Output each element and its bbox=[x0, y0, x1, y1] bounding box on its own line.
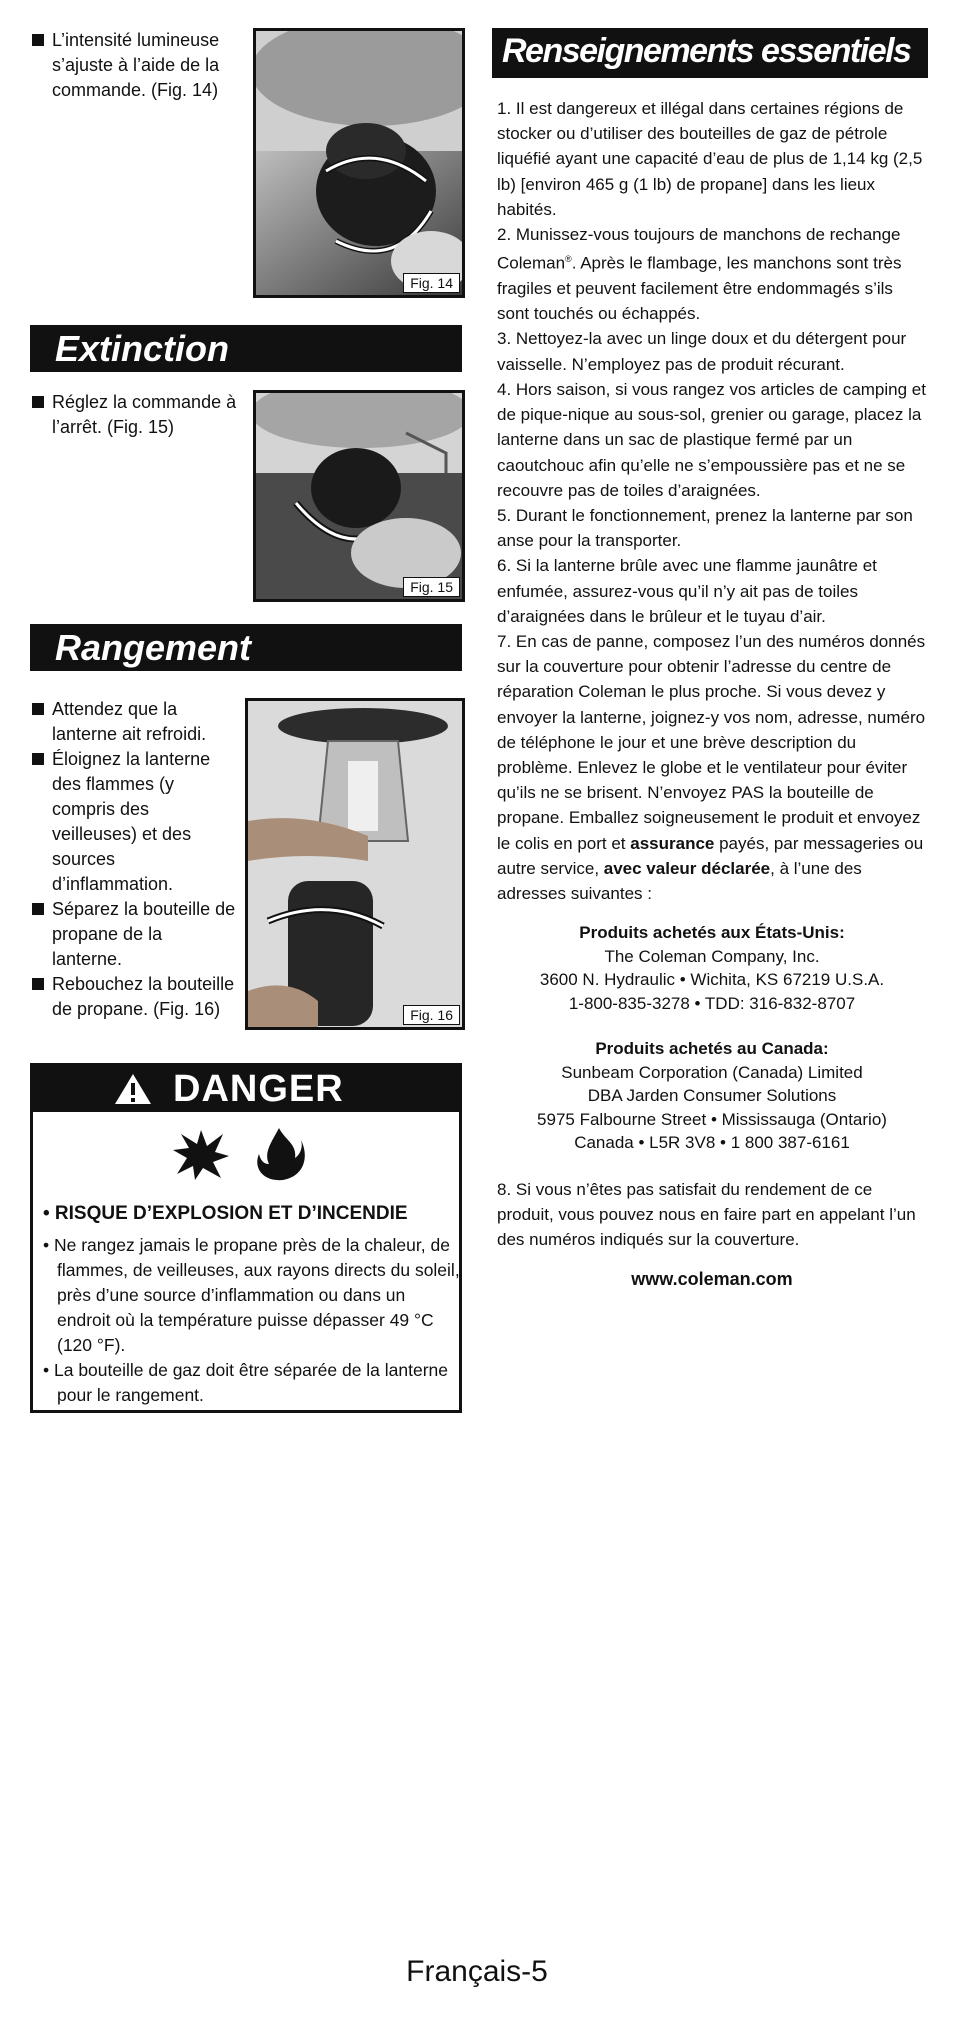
canada-address-line: DBA Jarden Consumer Solutions bbox=[587, 1086, 837, 1106]
figure-16 bbox=[245, 698, 465, 1030]
canada-address-heading: Produits achetés au Canada: bbox=[595, 1039, 829, 1059]
note-8: 8. Si vous n’êtes pas satisfait du rendement de ce produit, vous pouvez nous en faire part en appelant l’un des numéros indiqués sur la couverture. bbox=[497, 1179, 916, 1250]
warning-triangle-icon bbox=[113, 1072, 153, 1111]
fig16-label: Fig. 16 bbox=[403, 1005, 460, 1025]
rangement-instructions bbox=[32, 697, 237, 1022]
canada-address bbox=[497, 1037, 927, 1155]
canada-address-line: Sunbeam Corporation (Canada) Limited bbox=[561, 1062, 863, 1082]
rangement-bullet: Rebouchez la bouteille de propane. (Fig. 16) bbox=[32, 972, 237, 1022]
us-address bbox=[497, 921, 927, 1015]
fig14-label: Fig. 14 bbox=[403, 273, 460, 293]
note-1: 1. Il est dangereux et illégal dans certaines régions de stocker ou d’utiliser des bouteilles de gaz de pétrole liquéfié ayant une capacité d’eau de plus de 1,14 kg (2,5 lb) [environ 465 g (1 lb) de propane] dans les lieux habités. bbox=[497, 99, 923, 219]
note-7: 7. En cas de panne, composez l’un des numéros donnés sur la couverture pour obtenir l’adresse du centre de réparation Coleman le plus proche. Si vous devez y envoyer la lanterne, joignez-y vos nom, adresse, numéro de téléphone le jour et une brève description du problème. Enlevez le globe et le ventilateur pour éviter qu’ils ne se brisent. N’envoyez PAS la bouteille de propane. Emballez soigneusement le produit et envoyez le colis en port et assurance payés, par messageries ou autre service, avec valeur déclarée, à l’une des adresses suivantes : bbox=[497, 631, 926, 903]
us-address-heading: Produits achetés aux États-Unis: bbox=[579, 923, 845, 943]
intensity-bullet: L’intensité lumineuse s’ajuste à l’aide de la commande. (Fig. 14) bbox=[32, 28, 242, 103]
note-3: 3. Nettoyez-la avec un linge doux et du détergent pour vaisselle. N’employez pas de produit récurant. bbox=[497, 329, 907, 374]
essentials-title: Renseignements essentiels bbox=[502, 32, 911, 70]
us-address-line: 1-800-835-3278 • TDD: 316-832-8707 bbox=[568, 993, 856, 1013]
extinction-heading bbox=[30, 325, 462, 372]
rangement-title: Rangement bbox=[55, 627, 252, 668]
danger-item: • Ne rangez jamais le propane près de la chaleur, de flammes, de veilleuses, aux rayons directs du soleil, près d’une source d’inflammation ou dans un endroit où la température puisse dépasser 49 °C (120 °F). bbox=[43, 1235, 460, 1355]
note-2: 2. Munissez-vous toujours de manchons de rechange Coleman®. Après le flambage, les manchons sont très fragiles et peuvent facilement être endommagés s’ils sont touchés ou échappés. bbox=[497, 225, 902, 324]
intensity-instruction bbox=[32, 28, 242, 103]
canada-address-line: 5975 Falbourne Street • Mississauga (Ontario) bbox=[537, 1109, 887, 1129]
danger-warning-box bbox=[30, 1063, 462, 1413]
rangement-bullet: Séparez la bouteille de propane de la lanterne. bbox=[32, 897, 237, 972]
note-5: 5. Durant le fonctionnement, prenez la lanterne par son anse pour la transporter. bbox=[497, 505, 913, 551]
page-number: Français-5 bbox=[406, 1955, 548, 1988]
rangement-heading bbox=[30, 624, 462, 671]
rangement-bullet: Attendez que la lanterne ait refroidi. bbox=[32, 697, 237, 747]
website-link[interactable]: www.coleman.com bbox=[631, 1269, 793, 1290]
extinction-instruction bbox=[32, 390, 242, 440]
figure-15 bbox=[253, 390, 465, 602]
essentials-content bbox=[497, 96, 927, 1292]
fig16-illustration bbox=[248, 701, 462, 1027]
essentials-heading bbox=[492, 28, 928, 78]
note-4: 4. Hors saison, si vous rangez vos articles de camping et de pique-nique au sous-sol, grenier ou garage, placez la lanterne dans un sac de plastique fermé par un caoutchouc afin qu’elle ne s’empoussière pas et ne se recouvre pas de toiles d’araignées. bbox=[497, 379, 926, 500]
note-6: 6. Si la lanterne brûle avec une flamme jaunâtre et enfumée, assurez-vous qu’il n’y ait pas de toiles d’araignées dans le brûleur et le tuyau d’air. bbox=[497, 556, 877, 626]
rangement-bullet: Éloignez la lanterne des flammes (y compris des veilleuses) et des sources d’inflammation. bbox=[32, 747, 237, 897]
danger-title: DANGER bbox=[173, 1068, 344, 1110]
canada-address-line: Canada • L5R 3V8 • 1 800 387-6161 bbox=[574, 1133, 850, 1153]
figure-14 bbox=[253, 28, 465, 298]
us-address-line: 3600 N. Hydraulic • Wichita, KS 67219 U.S.A. bbox=[539, 970, 885, 990]
danger-subtitle: • RISQUE D’EXPLOSION ET D’INCENDIE bbox=[43, 1203, 408, 1224]
extinction-bullet: Réglez la commande à l’arrêt. (Fig. 15) bbox=[32, 390, 242, 440]
fig15-label: Fig. 15 bbox=[403, 577, 460, 597]
danger-header bbox=[33, 1066, 459, 1112]
fig14-illustration bbox=[256, 31, 462, 295]
danger-item: • La bouteille de gaz doit être séparée de la lanterne pour le rangement. bbox=[43, 1360, 449, 1405]
fig15-illustration bbox=[256, 393, 462, 599]
fire-icon bbox=[251, 1126, 307, 1187]
explosion-icon bbox=[171, 1128, 231, 1185]
extinction-title: Extinction bbox=[55, 328, 230, 369]
us-address-line: The Coleman Company, Inc. bbox=[604, 946, 820, 966]
